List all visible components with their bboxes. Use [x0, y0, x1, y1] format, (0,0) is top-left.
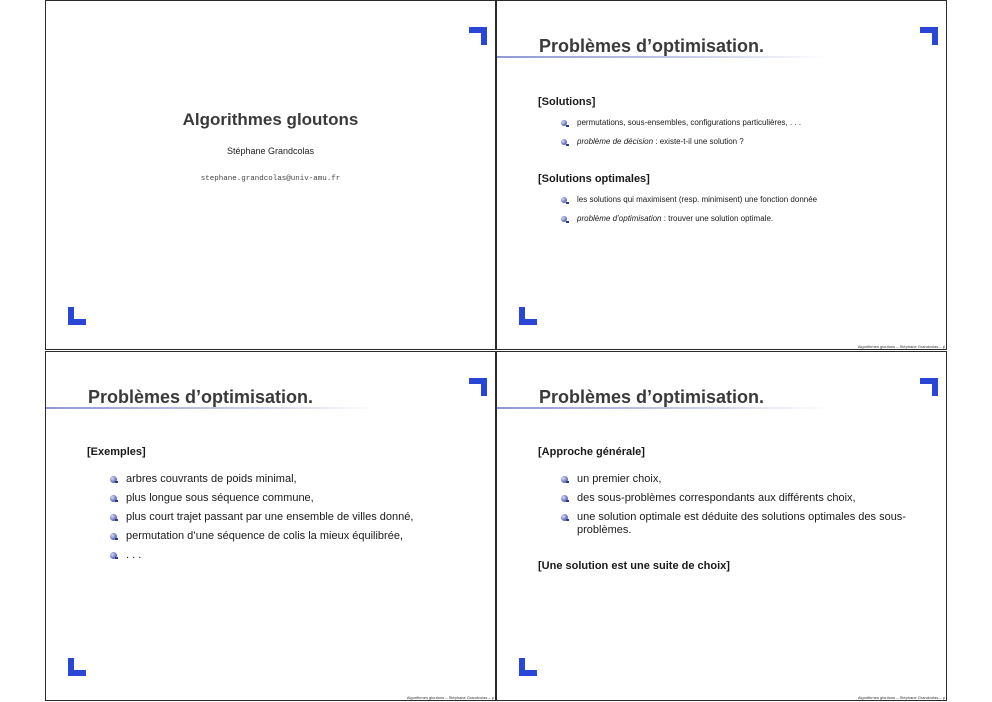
corner-bottom-left-icon: [519, 307, 537, 325]
slide-heading: Problèmes d’optimisation.: [88, 387, 314, 407]
ball-bullet-icon: [110, 495, 117, 502]
ball-bullet-icon: [561, 197, 567, 203]
corner-bottom-left-icon: [68, 307, 86, 325]
author-email: stephane.grandcolas@univ-amu.fr: [200, 175, 341, 183]
title-underline: [497, 407, 827, 409]
ball-bullet-icon: [561, 495, 568, 502]
list-item: [538, 195, 926, 205]
item-text: les solutions qui maximisent (resp. minimisent) une fonction donnée: [577, 195, 818, 204]
section-approach: [538, 445, 926, 573]
section-optimal: [538, 172, 926, 224]
ball-bullet-icon: [561, 120, 567, 126]
item-text: . . .: [126, 549, 142, 561]
section-heading: [Solutions optimales]: [538, 173, 650, 185]
item-text: permutation d’une séquence de colis la mieux équilibrée,: [126, 530, 404, 542]
item-text: un premier choix,: [577, 473, 662, 485]
slide-title-page: [45, 0, 496, 350]
title-underline: [497, 56, 827, 58]
slide-heading: Problèmes d’optimisation.: [539, 387, 765, 407]
item-text: arbres couvrants de poids minimal,: [126, 473, 297, 485]
section-heading-2: [Une solution est une suite de choix]: [538, 560, 730, 572]
corner-top-right-icon: [920, 27, 938, 45]
bullet-list: [538, 195, 926, 224]
item-text: une solution optimale est déduite des solutions optimales des sous-problèmes.: [577, 511, 906, 536]
list-item: [538, 214, 926, 224]
corner-bottom-left-icon: [68, 658, 86, 676]
ball-bullet-icon: [110, 476, 117, 483]
ball-bullet-icon: [561, 476, 568, 483]
ball-bullet-icon: [561, 514, 568, 521]
list-item: [87, 549, 475, 562]
item-text: : trouver une solution optimale.: [661, 214, 774, 223]
section-solutions: [538, 95, 926, 147]
corner-top-right-icon: [469, 378, 487, 396]
slide-footer: Algorithmes gloutons – Stéphane Grandcolas – p: [857, 344, 945, 349]
list-item: [87, 473, 475, 486]
list-item: [538, 473, 926, 486]
item-text: plus court trajet passant par une ensemble de villes donné,: [126, 511, 414, 523]
item-text: : existe-t-il une solution ?: [653, 137, 744, 146]
title-underline: [46, 407, 376, 409]
bullet-list: [87, 473, 475, 562]
slide-footer: Algorithmes gloutons – Stéphane Grandcolas – p: [406, 695, 494, 700]
slide-solutions: [496, 0, 947, 350]
list-item: [87, 492, 475, 505]
corner-top-right-icon: [920, 378, 938, 396]
slide-heading: Problèmes d’optimisation.: [539, 36, 765, 56]
bullet-list: [538, 473, 926, 537]
slide-general-approach: [496, 351, 947, 701]
section-examples: [87, 445, 475, 562]
bullet-list: [538, 118, 926, 147]
list-item: [538, 118, 926, 128]
list-item: [87, 511, 475, 524]
item-text: plus longue sous séquence commune,: [126, 492, 314, 504]
list-item: [538, 137, 926, 147]
list-item: [538, 511, 926, 537]
section-heading: [Approche générale]: [538, 446, 645, 458]
ball-bullet-icon: [561, 139, 567, 145]
ball-bullet-icon: [110, 514, 117, 521]
section-heading: [Exemples]: [87, 446, 146, 458]
section-heading: [Solutions]: [538, 96, 596, 108]
presentation-title: Algorithmes gloutons: [182, 110, 359, 129]
list-item: [538, 492, 926, 505]
ball-bullet-icon: [561, 216, 567, 222]
slide-examples: [45, 351, 496, 701]
slide-footer: Algorithmes gloutons – Stéphane Grandcolas – p: [857, 695, 945, 700]
item-term: problème d’optimisation: [577, 214, 662, 223]
item-text: permutations, sous-ensembles, configurations particulières, . . .: [577, 118, 802, 127]
ball-bullet-icon: [110, 552, 117, 559]
corner-top-right-icon: [469, 27, 487, 45]
ball-bullet-icon: [110, 533, 117, 540]
corner-bottom-left-icon: [519, 658, 537, 676]
item-text: des sous-problèmes correspondants aux différents choix,: [577, 492, 856, 504]
item-term: problème de décision: [577, 137, 654, 146]
author-name: Stéphane Grandcolas: [226, 146, 315, 156]
list-item: [87, 530, 475, 543]
